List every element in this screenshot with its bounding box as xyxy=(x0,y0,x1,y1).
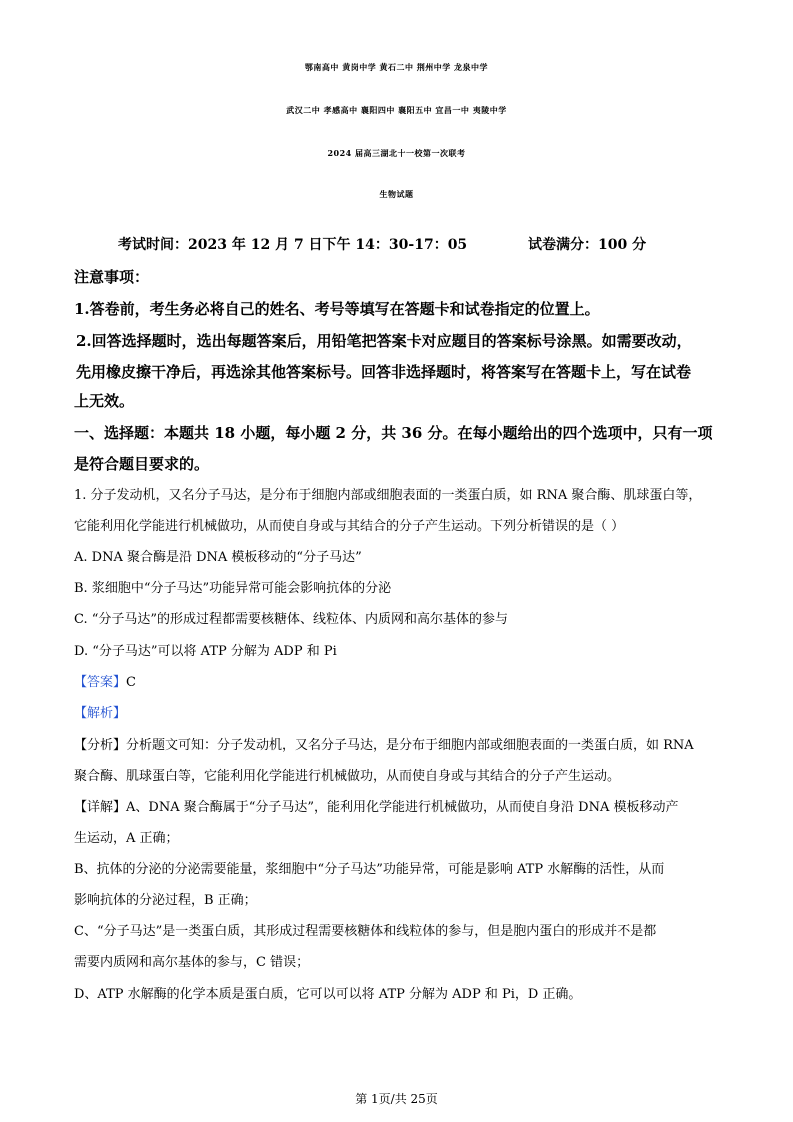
detail-b-line-1: B、抗体的分泌的分泌需要能量，浆细胞中“分子马达”功能异常，可能是影响 ATP 水解酶的活性，从而 xyxy=(74,862,665,877)
detail-c-line-2: 需要内质网和高尔基体的参与，C 错误； xyxy=(74,955,310,970)
detail-a-line-2: 生运动，A 正确； xyxy=(74,831,179,846)
school-list-line-1: 鄂南高中 黄岗中学 黄石二中 荆州中学 龙泉中学 xyxy=(304,62,489,72)
notice-item-2-line-3: 上无效。 xyxy=(74,392,135,410)
question-stem-line-1: 1. 分子发动机，又名分子马达，是分布于细胞内部或细胞表面的一类蛋白质，如 RNA 聚合酶、肌球蛋白等， xyxy=(74,488,702,503)
detail-c-line-1: C、“分子马达”是一类蛋白质，其形成过程需要核糖体和线粒体的参与，但是胞内蛋白的形成并不是都 xyxy=(74,924,657,939)
fenxi-text-1: 分析题文可知：分子发动机，又名分子马达，是分布于细胞内部或细胞表面的一类蛋白质，如 RNA xyxy=(126,738,694,753)
section-title-line-1: 一、选择题：本题共 18 小题，每小题 2 分，共 36 分。在每小题给出的四个选项中，只有一项 xyxy=(74,424,713,442)
analysis-tag: 【解析】 xyxy=(74,706,127,721)
notice-item-2-line-2: 先用橡皮擦干净后，再选涂其他答案标号。回答非选择题时，将答案写在答题卡上，写在试卷 xyxy=(76,363,692,381)
detail-a-text-1: A、DNA 聚合酶属于“分子马达”，能利用化学能进行机械做功，从而使自身沿 DNA 模板移动产 xyxy=(126,800,679,815)
full-score: 试卷满分：100 分 xyxy=(528,237,647,253)
option-b: B. 浆细胞中“分子马达”功能异常可能会影响抗体的分泌 xyxy=(74,581,392,596)
detail-tag: 【详解】 xyxy=(74,800,127,815)
notice-item-1: 1.答卷前，考生务必将自己的姓名、考号等填写在答题卡和试卷指定的位置上。 xyxy=(74,300,600,318)
notice-item-2-line-1: 2.回答选择题时，选出每题答案后，用铅笔把答案卡对应题目的答案标号涂黑。如需要改动， xyxy=(76,332,692,350)
option-c: C. “分子马达”的形成过程都需要核糖体、线粒体、内质网和高尔基体的参与 xyxy=(74,612,509,627)
option-a: A. DNA 聚合酶是沿 DNA 模板移动的“分子马达” xyxy=(74,550,362,565)
fenxi-tag: 【分析】 xyxy=(74,738,127,753)
question-stem-line-2: 它能利用化学能进行机械做功，从而使自身或与其结合的分子产生运动。下列分析错误的是（ ） xyxy=(74,519,625,534)
detail-d-line: D、ATP 水解酶的化学本质是蛋白质，它可以可以将 ATP 分解为 ADP 和 Pi，D 正确。 xyxy=(74,987,582,1002)
notice-heading: 注意事项： xyxy=(74,268,150,286)
exam-title: 2024 届高三湖北十一校第一次联考 xyxy=(327,148,466,158)
fenxi-line-1 xyxy=(74,734,694,753)
answer-tag: 【答案】 xyxy=(74,675,127,690)
detail-b-line-2: 影响抗体的分泌过程，B 正确； xyxy=(74,893,257,908)
subject-title: 生物试题 xyxy=(379,189,414,199)
answer-value: C xyxy=(126,675,136,690)
option-d: D. “分子马达”可以将 ATP 分解为 ADP 和 Pi xyxy=(74,644,337,659)
page-number: 第 1页/共 25页 xyxy=(355,1092,438,1106)
fenxi-line-2: 聚合酶、肌球蛋白等，它能利用化学能进行机械做功，从而使自身或与其结合的分子产生运动。 xyxy=(74,769,621,784)
section-title-line-2: 是符合题目要求的。 xyxy=(74,455,210,473)
exam-time: 考试时间：2023 年 12 月 7 日下午 14：30-17：05 xyxy=(118,237,468,253)
school-list-line-2: 武汉二中 孝感高中 襄阳四中 襄阳五中 宜昌一中 夷陵中学 xyxy=(286,105,507,115)
answer-line xyxy=(74,671,136,690)
detail-line-1 xyxy=(74,796,678,815)
